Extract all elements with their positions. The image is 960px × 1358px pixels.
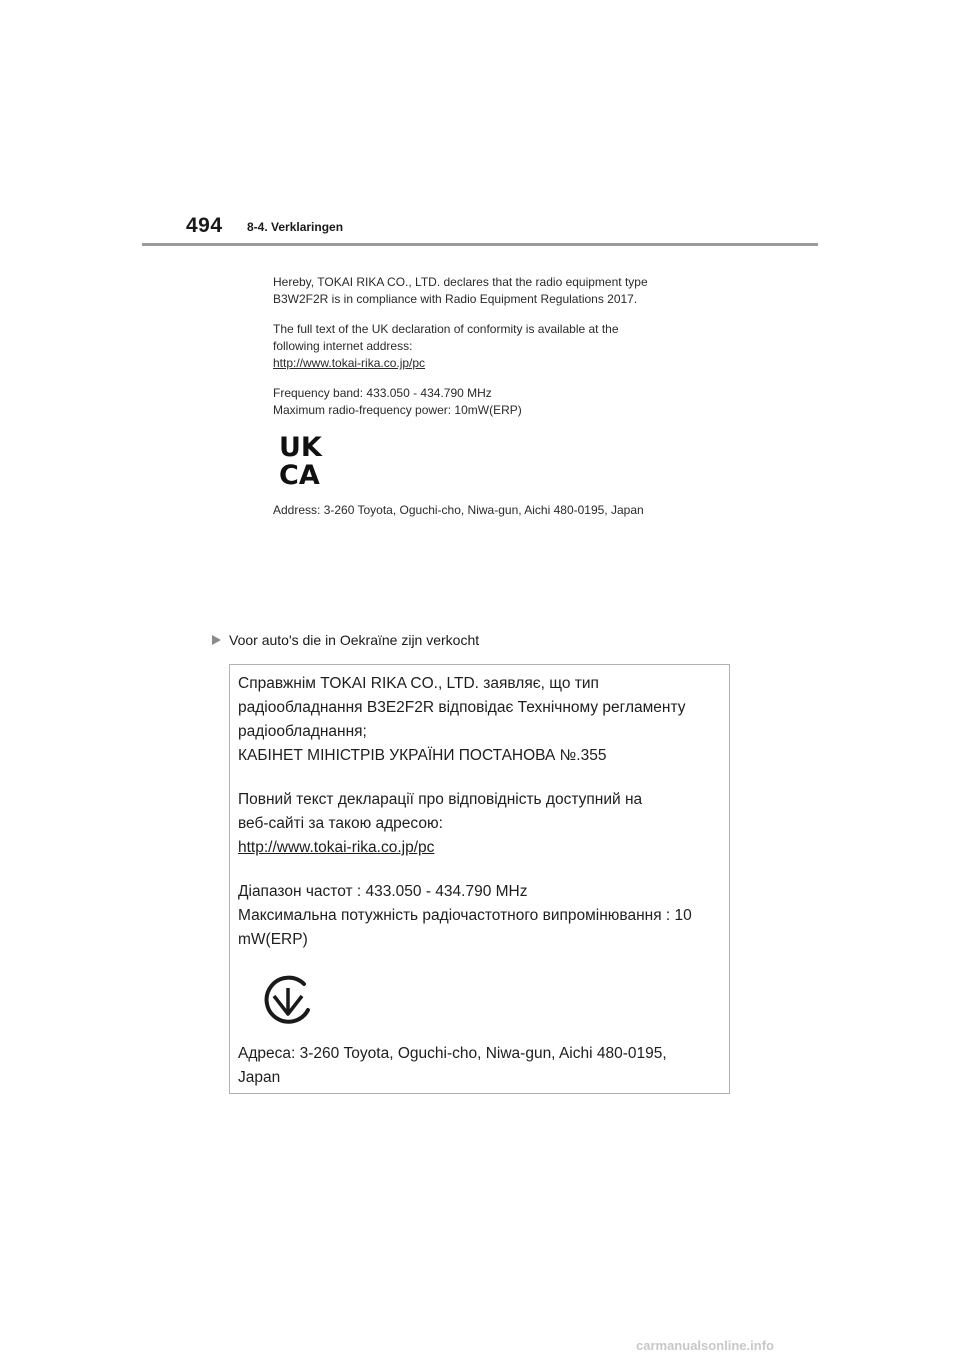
ukraine-address: Адреса: 3-260 Toyota, Oguchi-cho, Niwa-gun, Aichi 480-0195, <box>238 1045 667 1062</box>
ukraine-declaration-link[interactable]: http://www.tokai-rika.co.jp/pc <box>238 839 435 856</box>
ukraine-declaration-line: веб-сайті за такою адресою: <box>238 815 443 832</box>
uk-declaration-line: The full text of the UK declaration of conformity is available at the <box>273 322 619 336</box>
ukraine-section-heading <box>212 632 479 648</box>
ukraine-declaration-line: Справжнім TOKAI RIKA CO., LTD. заявляє, що тип <box>238 675 599 692</box>
ukca-mark-text: UK <box>279 432 322 463</box>
triangle-bullet-icon <box>212 635 221 645</box>
ukraine-declaration-line: радіообладнання B3E2F2R відповідає Технічному регламенту <box>238 699 686 716</box>
ukca-mark-text: CA <box>279 460 320 486</box>
uk-declaration-line: Hereby, TOKAI RIKA CO., LTD. declares that the radio equipment type <box>273 275 648 289</box>
ukraine-declaration-line: КАБІНЕТ МІНІСТРІВ УКРАЇНИ ПОСТАНОВА №.355 <box>238 747 607 764</box>
uk-declaration-line: following internet address: <box>273 339 413 353</box>
uk-frequency-band: Frequency band: 433.050 - 434.790 MHz <box>273 386 492 400</box>
ukraine-declaration <box>238 672 708 1110</box>
uk-declaration-link[interactable]: http://www.tokai-rika.co.jp/pc <box>273 356 426 370</box>
uk-max-power: Maximum radio-frequency power: 10mW(ERP) <box>273 403 522 417</box>
ukraine-conformity-mark-icon <box>260 972 316 1028</box>
section-title: 8-4. Verklaringen <box>247 220 344 234</box>
uk-address: Address: 3-260 Toyota, Oguchi-cho, Niwa-gun, Aichi 480-0195, Japan <box>273 503 644 517</box>
uk-declaration <box>273 274 703 532</box>
ukraine-frequency-band: Діапазон частот : 433.050 - 434.790 MHz <box>238 883 528 900</box>
ukraine-address: Japan <box>238 1069 281 1086</box>
ukraine-heading-text: Voor auto's die in Oekraïne zijn verkocht <box>229 632 480 648</box>
watermark: carmanualsonline.info <box>636 1338 774 1353</box>
ukraine-declaration-line: Повний текст декларації про відповідність доступний на <box>238 791 643 808</box>
ukca-mark-icon <box>277 432 337 486</box>
ukraine-declaration-line: радіообладнання; <box>238 723 367 740</box>
uk-declaration-line: B3W2F2R is in compliance with Radio Equipment Regulations 2017. <box>273 292 638 306</box>
ukraine-max-power: mW(ERP) <box>238 931 308 948</box>
header-divider <box>142 243 818 246</box>
ukraine-max-power: Максимальна потужність радіочастотного випромінювання : 10 <box>238 907 692 924</box>
page-number: 494 <box>186 214 223 237</box>
